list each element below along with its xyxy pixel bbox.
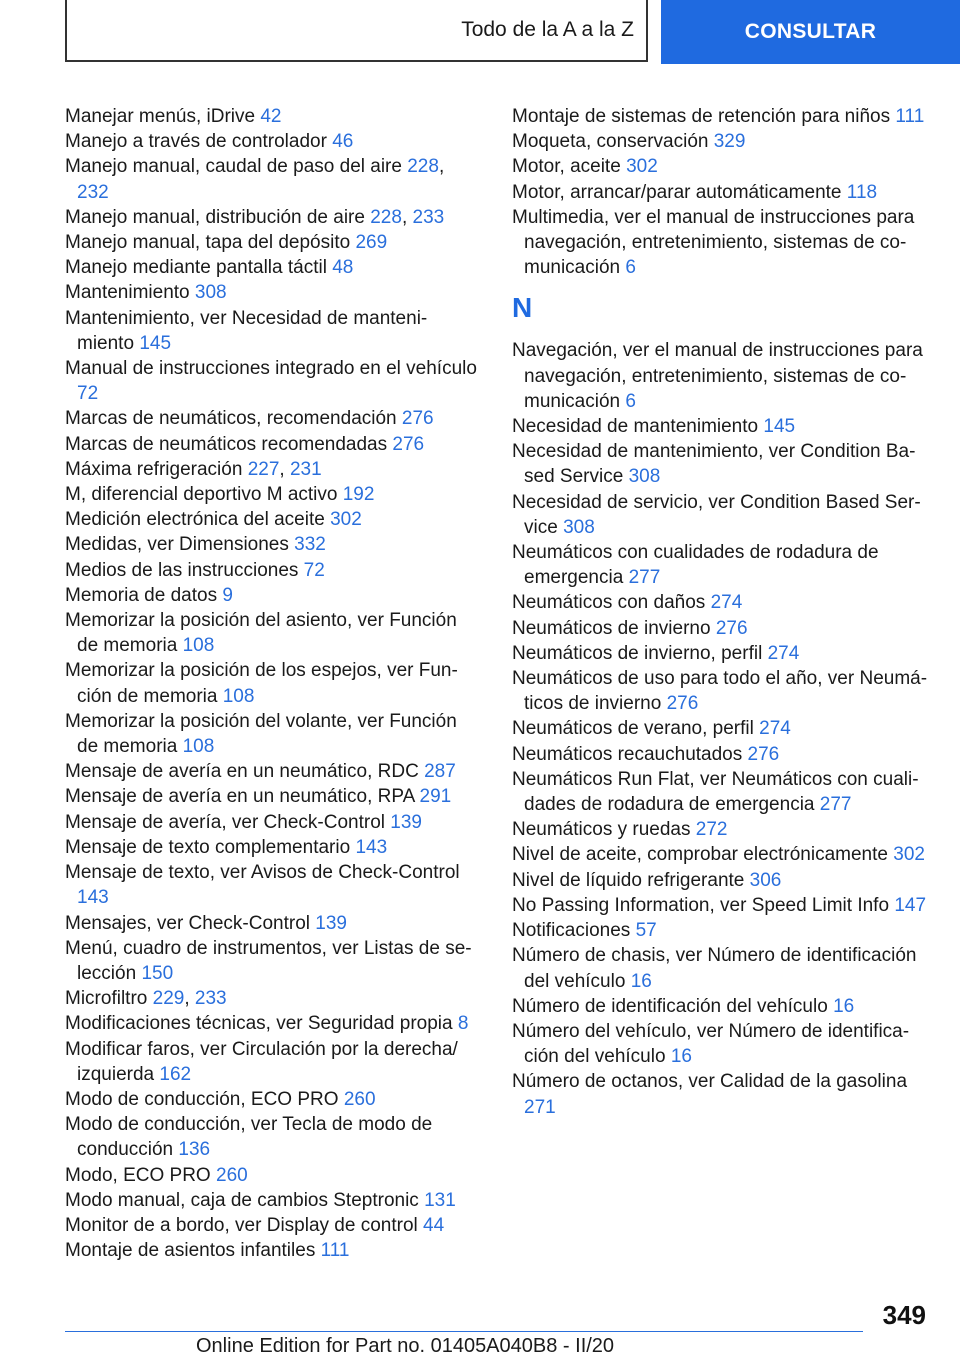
index-entry-text: Navegación, ver el manual de instrucciones para navegación, entretenimiento, sistemas de comunicación (512, 340, 923, 412)
page-link[interactable]: 162 (159, 1063, 192, 1085)
page-link[interactable]: 231 (289, 458, 322, 480)
index-entry-text: Número del vehículo, ver Número de identificación del vehículo (512, 1020, 910, 1068)
tab-todo-a-z[interactable]: Todo de la A a la Z (65, 0, 648, 62)
index-entry-text: Manejo manual, distribución de aire (65, 206, 365, 228)
index-entry (65, 1011, 477, 1036)
index-entry-text: Motor, aceite (512, 156, 621, 178)
index-entry (512, 338, 932, 414)
index-entry (65, 936, 477, 986)
index-entry (65, 810, 477, 835)
page-link[interactable]: 136 (178, 1139, 211, 1161)
index-column-left (65, 104, 477, 1263)
index-entry (65, 1087, 477, 1112)
footer-edition: Online Edition for Part no. 01405A040B8 - II/20 (196, 1335, 615, 1357)
index-entry (65, 1163, 477, 1188)
page-link[interactable]: 143 (355, 836, 388, 858)
index-entry-text: Manual de instrucciones integrado en el vehículo (65, 358, 477, 380)
page-link[interactable]: 233 (194, 988, 227, 1010)
index-entry (65, 608, 477, 658)
index-entry-text: Marcas de neumáticos, recomendación (65, 408, 397, 430)
page-link[interactable]: 147 (894, 894, 927, 916)
section-letter-n: N (512, 292, 533, 324)
footer-divider (65, 1331, 863, 1332)
index-entry (512, 943, 932, 993)
index-entry (65, 432, 477, 457)
page-link[interactable]: 276 (715, 617, 748, 639)
page-link[interactable]: 6 (625, 257, 636, 279)
index-entry-text: Memorizar la posición del volante, ver Función de memoria (65, 710, 457, 758)
index-entry (512, 616, 932, 641)
index-entry-text: Nivel de líquido refrigerante (512, 869, 745, 891)
index-entry-text: Medidas, ver Dimensiones (65, 534, 289, 556)
page-link[interactable]: 111 (895, 106, 925, 127)
page-link[interactable]: 72 (77, 383, 99, 405)
index-entry (65, 306, 477, 356)
index-entry-text: Marcas de neumáticos recomendadas (65, 433, 388, 455)
index-entry-text: Manejo a través de controlador (65, 131, 327, 153)
index-entry-text: Mensaje de avería en un neumático, RDC (65, 761, 419, 783)
index-entry-text: Mensaje de texto, ver Avisos de Check-Control (65, 862, 460, 884)
index-entry-text: Motor, arrancar/parar automáticamente (512, 181, 842, 203)
index-entry-text: Necesidad de mantenimiento, ver Condition Based Service (512, 441, 916, 488)
index-entry-text: Máxima refrigeración (65, 458, 243, 480)
page-link[interactable]: 332 (294, 534, 326, 556)
index-entry-text: Neumáticos y ruedas (512, 819, 691, 841)
page-link[interactable]: 228 (370, 206, 402, 228)
index-entry-text: Modificaciones técnicas, ver Seguridad propia (65, 1013, 453, 1035)
page-link[interactable]: 233 (412, 206, 445, 228)
page-link[interactable]: 232 (77, 181, 109, 203)
index-entry-text: Neumáticos con cualidades de rodadura de emergencia (512, 542, 879, 589)
page-link[interactable]: 271 (524, 1096, 556, 1118)
index-entry (65, 104, 477, 129)
index-entry-text: Neumáticos con daños (512, 592, 706, 614)
page-link[interactable]: 274 (767, 642, 800, 664)
index-entry (512, 918, 932, 943)
index-entry (512, 180, 932, 205)
index-entry (65, 129, 477, 154)
index-entry (65, 658, 477, 708)
page-link[interactable]: 44 (423, 1214, 445, 1236)
page-link[interactable]: 277 (628, 567, 661, 589)
page-link[interactable]: 302 (330, 509, 362, 531)
index-entry-text: Manejo manual, caudal de paso del aire (65, 156, 402, 178)
index-entry (65, 280, 477, 305)
header (0, 0, 960, 66)
index-entry-text: Número de octanos, ver Calidad de la gasolina (512, 1071, 908, 1093)
index-entry-text: Modificar faros, ver Circulación por la derecha/ izquierda (65, 1038, 458, 1085)
index-entry-text: Montaje de sistemas de retención para niños (512, 106, 891, 127)
tab-consultar[interactable]: CONSULTAR (661, 0, 960, 64)
index-entry (512, 641, 932, 666)
page-link[interactable]: 308 (194, 282, 227, 304)
page-link[interactable]: 6 (625, 390, 636, 412)
index-entry-text: Modo manual, caja de cambios Steptronic (65, 1189, 419, 1211)
index-entry (512, 868, 932, 893)
index-entry-text: Mensaje de avería, ver Check-Control (65, 811, 385, 833)
index-entry-text: Mantenimiento, ver Necesidad de mantenimiento (65, 307, 428, 354)
index-entry: Microfiltro 229, 233 (65, 988, 227, 1010)
index-entry-text: Microfiltro (65, 988, 148, 1010)
page-link[interactable]: 16 (630, 970, 652, 992)
page-link[interactable]: 272 (695, 819, 728, 841)
page-link[interactable]: 308 (628, 466, 661, 488)
page-link[interactable]: 302 (893, 844, 925, 866)
index-entry (512, 1069, 932, 1119)
index-entry-text: Memorizar la posición del asiento, ver Función de memoria (65, 610, 457, 657)
index-entry (65, 482, 477, 507)
index-entry-text: Neumáticos de verano, perfil (512, 718, 754, 740)
index-entry-text: Montaje de asientos infantiles (65, 1240, 316, 1262)
index-entry (65, 558, 477, 583)
index-entry (65, 709, 477, 759)
index-entry (65, 583, 477, 608)
index-entry (512, 154, 932, 179)
page-link[interactable]: 227 (247, 458, 280, 480)
index-entry (512, 439, 932, 489)
index-entry (512, 893, 932, 918)
index-entry (512, 414, 932, 439)
index-entry-text: Número de identificación del vehículo (512, 995, 828, 1017)
index-entry-text: Medición electrónica del aceite (65, 509, 325, 531)
index-entry (512, 742, 932, 767)
index-entry-text: Mensaje de texto complementario (65, 836, 351, 858)
page-link[interactable]: 145 (763, 416, 796, 438)
page-link[interactable]: 291 (419, 786, 452, 808)
index-entry-text: Neumáticos recauchutados (512, 743, 743, 765)
page-link[interactable]: 150 (141, 962, 174, 984)
index-entry-text: Notificaciones (512, 920, 631, 942)
index-entry-text: Menú, cuadro de instrumentos, ver Listas de selección (65, 937, 472, 984)
index-entry (65, 1112, 477, 1162)
index-entry-text: Mensajes, ver Check-Control (65, 912, 310, 934)
index-entry-text: Mantenimiento (65, 282, 190, 304)
page-link[interactable]: 108 (182, 736, 215, 758)
page-link[interactable]: 131 (424, 1189, 456, 1211)
index-entry (65, 911, 477, 936)
index-entry (65, 1238, 477, 1263)
index-entry-text: Neumáticos Run Flat, ver Neumáticos con cualidades de rodadura de emergencia (512, 768, 919, 816)
index-entry (65, 759, 477, 784)
page-link[interactable]: 274 (759, 718, 791, 740)
index-entry (65, 230, 477, 255)
index-entry-text: Neumáticos de uso para todo el año, ver Neumáticos de invierno (512, 668, 928, 715)
index-entry (512, 767, 932, 817)
page-link[interactable]: 143 (77, 887, 109, 909)
index-entry (65, 406, 477, 431)
page-link[interactable]: 118 (846, 181, 878, 203)
index-entry (512, 590, 932, 615)
page-link[interactable]: 139 (390, 811, 422, 833)
page-link[interactable]: 139 (315, 912, 347, 934)
index-entry (512, 666, 932, 716)
page-link[interactable]: 276 (666, 693, 699, 715)
index-entry-text: Multimedia, ver el manual de instrucciones para navegación, entretenimiento, sistemas de comunicación (512, 206, 915, 279)
index-entry-text: Necesidad de mantenimiento (512, 416, 759, 438)
page-link[interactable]: 72 (303, 559, 325, 581)
page-link[interactable]: 192 (342, 484, 375, 506)
index-entry: Máxima refrigeración 227, 231 (65, 458, 322, 480)
index-entry (65, 784, 477, 809)
index-entry (512, 129, 932, 154)
page-link[interactable]: 274 (710, 592, 743, 614)
page-link[interactable]: 308 (563, 516, 595, 538)
page-link[interactable]: 276 (747, 743, 780, 765)
index-entry-text: Memorizar la posición de los espejos, ver Función de memoria (65, 660, 458, 707)
index-column-right (512, 104, 932, 1120)
index-entry (512, 1019, 932, 1069)
page-link[interactable]: 111 (320, 1240, 350, 1262)
index-entry-text: Mensaje de avería en un neumático, RPA (65, 786, 415, 808)
page-link[interactable]: 269 (355, 232, 388, 254)
index-entry (512, 205, 932, 281)
page-link[interactable]: 9 (222, 584, 233, 606)
index-entry (512, 994, 932, 1019)
page-link[interactable]: 145 (139, 332, 172, 354)
page-link[interactable]: 48 (332, 257, 354, 279)
index-entry-text: Medios de las instrucciones (65, 559, 299, 581)
index-entry (65, 1213, 477, 1238)
index-entry-text: Modo, ECO PRO (65, 1164, 211, 1186)
index-entry (512, 104, 932, 129)
index-entry-text: Memoria de datos (65, 584, 218, 606)
index-entry (65, 860, 477, 910)
page-link[interactable]: 42 (260, 106, 282, 127)
index-entry (512, 817, 932, 842)
index-entry-text: Manejo manual, tapa del depósito (65, 232, 351, 254)
page-link[interactable]: 108 (182, 635, 215, 657)
index-entry (65, 1188, 477, 1213)
index-entry (65, 356, 477, 406)
index-entry: Manejo manual, caudal de paso del aire 228, 232 (65, 156, 445, 203)
page-link[interactable]: 229 (152, 988, 185, 1010)
page-link[interactable]: 260 (216, 1164, 248, 1186)
page-link[interactable]: 287 (424, 761, 456, 783)
index-entry: Manejo manual, distribución de aire 228, 233 (65, 206, 445, 228)
page-link[interactable]: 276 (401, 408, 434, 430)
index-entry (512, 716, 932, 741)
page-link[interactable]: 329 (713, 131, 746, 153)
index-entry-text: Moqueta, conservación (512, 131, 709, 153)
page-link[interactable]: 57 (635, 920, 657, 942)
index-entry (65, 1037, 477, 1087)
page-link[interactable]: 306 (749, 869, 782, 891)
index-entry (512, 490, 932, 540)
page-link[interactable]: 46 (332, 131, 354, 153)
page-link[interactable]: 260 (343, 1088, 376, 1110)
index-entry (65, 507, 477, 532)
page-link[interactable]: 8 (457, 1013, 469, 1035)
index-entry-text: Necesidad de servicio, ver Condition Based Service (512, 491, 921, 538)
index-entry-text: Número de chasis, ver Número de identificación del vehículo (512, 945, 917, 992)
page-link[interactable]: 16 (833, 995, 855, 1017)
page-number: 349 (882, 1300, 926, 1330)
page-link[interactable]: 108 (222, 685, 255, 707)
index-entry-text: Monitor de a bordo, ver Display de control (65, 1214, 418, 1236)
index-entry (65, 532, 477, 557)
index-entry-text: Modo de conducción, ver Tecla de modo de conducción (65, 1114, 433, 1161)
index-entry (512, 842, 932, 867)
index-entry-text: No Passing Information, ver Speed Limit Info (512, 894, 890, 916)
index-entry-text: Manejar menús, iDrive (65, 106, 256, 127)
index-entry (65, 255, 477, 280)
index-entry-text: Manejo mediante pantalla táctil (65, 257, 327, 279)
page-link[interactable]: 16 (670, 1046, 692, 1068)
index-entry-text: M, diferencial deportivo M activo (65, 484, 338, 506)
page-link[interactable]: 302 (626, 156, 658, 178)
index-entry (65, 835, 477, 860)
index-entry-text: Neumáticos de invierno, perfil (512, 642, 763, 664)
index-entry-text: Nivel de aceite, comprobar electrónicamente (512, 844, 888, 866)
index-entry-text: Modo de conducción, ECO PRO (65, 1088, 339, 1110)
page-link[interactable]: 277 (819, 794, 852, 816)
index-entry (512, 540, 932, 590)
page-link[interactable]: 276 (392, 433, 425, 455)
page-link[interactable]: 228 (407, 156, 439, 178)
index-entry-text: Neumáticos de invierno (512, 617, 711, 639)
